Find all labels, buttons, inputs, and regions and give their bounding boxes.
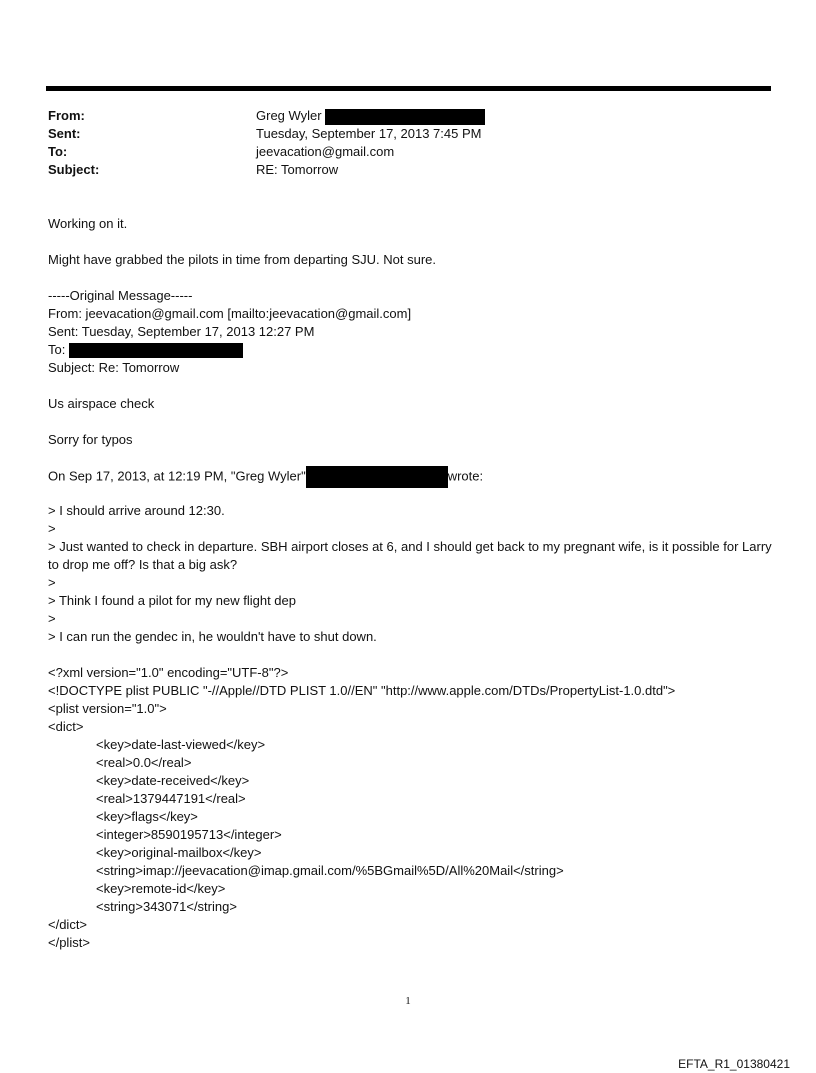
body-line: Working on it. (48, 216, 128, 231)
from-value (256, 107, 485, 125)
quoted-line: > (48, 575, 56, 590)
subject-label: Subject: (48, 162, 100, 177)
plist-line: <?xml version="1.0" encoding="UTF-8"?> (48, 665, 289, 680)
body-line: Might have grabbed the pilots in time from departing SJU. Not sure. (48, 252, 437, 267)
original-message-divider: -----Original Message----- (48, 288, 193, 303)
wrote-prefix: On Sep 17, 2013, at 12:19 PM, "Greg Wyler" (48, 468, 306, 484)
plist-line: <key>date-last-viewed</key> (96, 737, 266, 752)
body-line: Sorry for typos (48, 432, 133, 447)
original-subject: Subject: Re: Tomorrow (48, 360, 180, 375)
page-number: 1 (405, 995, 411, 1007)
plist-line: <key>date-received</key> (96, 773, 250, 788)
plist-line: <!DOCTYPE plist PUBLIC "-//Apple//DTD PLIST 1.0//EN" "http://www.apple.com/DTDs/PropertyList-1.0.dtd"> (48, 683, 676, 698)
from-label: From: (48, 108, 85, 123)
quoted-line: > (48, 611, 56, 626)
subject-value: RE: Tomorrow (256, 162, 339, 177)
plist-line: <integer>8590195713</integer> (96, 827, 282, 842)
redaction-block (325, 109, 485, 125)
plist-line: <string>imap://jeevacation@imap.gmail.com/%5BGmail%5D/All%20Mail</string> (96, 863, 564, 878)
quoted-line: > (48, 521, 56, 536)
plist-line: <real>1379447191</real> (96, 791, 246, 806)
original-from: From: jeevacation@gmail.com [mailto:jeevacation@gmail.com] (48, 306, 412, 321)
plist-line: <key>remote-id</key> (96, 881, 226, 896)
plist-line: <dict> (48, 719, 84, 734)
header-rule (46, 86, 771, 91)
to-value: jeevacation@gmail.com (256, 144, 395, 159)
wrote-suffix: wrote: (447, 468, 484, 484)
original-to-label: To: (48, 342, 66, 357)
quoted-line: > I can run the gendec in, he wouldn't have to shut down. (48, 629, 377, 644)
plist-line: <key>original-mailbox</key> (96, 845, 262, 860)
bates-number: EFTA_R1_01380421 (678, 1057, 790, 1071)
wrote-line (48, 466, 773, 488)
quoted-line: > Just wanted to check in departure. SBH airport closes at 6, and I should get back to my pregnant wife, is it possible for Larry to drop me off? Is that a big ask? (48, 539, 772, 572)
plist-line: <string>343071</string> (96, 899, 237, 914)
to-label: To: (48, 144, 68, 159)
plist-line: <real>0.0</real> (96, 755, 192, 770)
quoted-line: > I should arrive around 12:30. (48, 503, 225, 518)
plist-line: <plist version="1.0"> (48, 701, 167, 716)
from-name: Greg Wyler (256, 108, 322, 123)
redaction-block (69, 343, 243, 358)
body-line: Us airspace check (48, 396, 155, 411)
original-to (48, 341, 773, 359)
plist-line: </dict> (48, 917, 88, 932)
redaction-block (306, 466, 448, 488)
plist-line: </plist> (48, 935, 90, 950)
sent-value: Tuesday, September 17, 2013 7:45 PM (256, 126, 482, 141)
plist-line: <key>flags</key> (96, 809, 198, 824)
quoted-line: > Think I found a pilot for my new flight dep (48, 593, 296, 608)
original-sent: Sent: Tuesday, September 17, 2013 12:27 PM (48, 324, 315, 339)
sent-label: Sent: (48, 126, 81, 141)
